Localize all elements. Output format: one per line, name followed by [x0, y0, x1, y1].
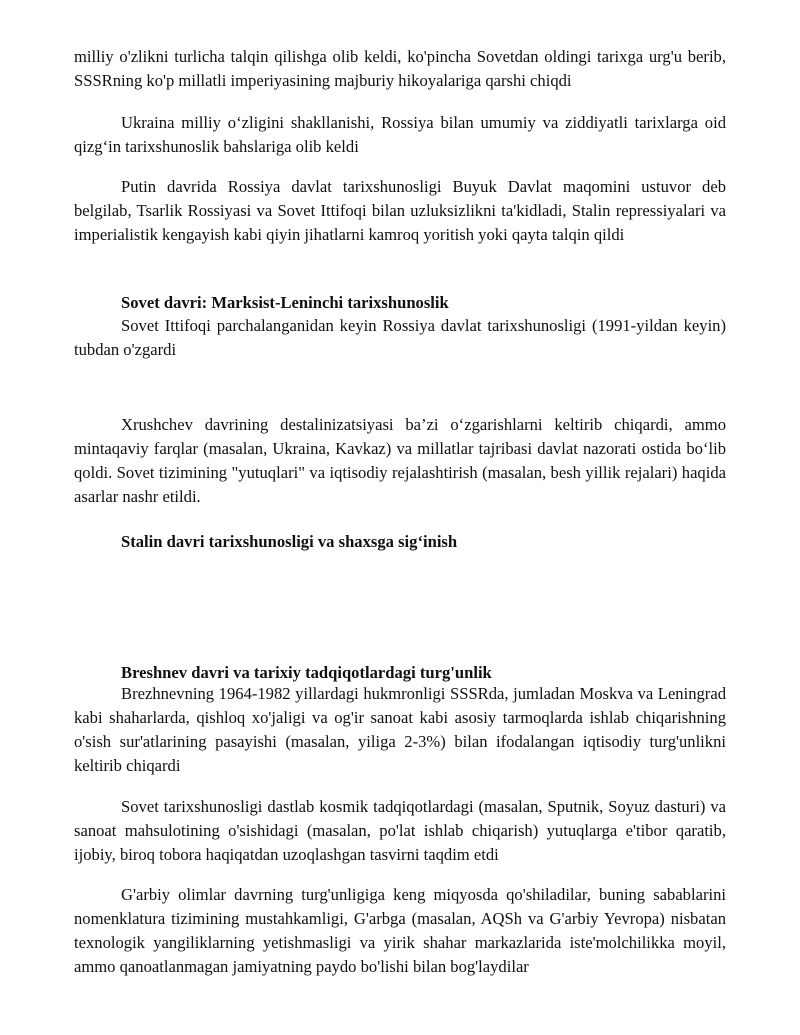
paragraph: Xrushchev davrining destalinizatsiyasi ba’zi o‘zgarishlarni keltirib chiqardi, ammo mintaqaviy farqlar (masalan, Ukraina, Kavkaz) va millatlar tajribasi davlat nazorati ostida bo‘lib qoldi. Sovet tizimining "yutuqlari" va iqtisodiy rejalashtirish (masalan, besh yillik rejalari) haqida asarlar nashr etildi. — [74, 415, 726, 506]
section-heading: Breshnev davri va tarixiy tadqiqotlardagi turg'unlik — [121, 663, 492, 682]
paragraph: Sovet tarixshunosligi dastlab kosmik tadqiqotlardagi (masalan, Sputnik, Soyuz dasturi) va sanoat mahsulotining o'sishidagi (masalan, po'lat ishlab chiqarish) yutuqlarga e'tibor qaratib, ijobiy, biroq tobora haqiqatdan uzoqlashgan tasvirni taqdim etdi — [74, 797, 726, 864]
paragraph: G'arbiy olimlar davrning turg'unligiga keng miqyosda qo'shiladilar, buning sabablarini nomenklatura tizimining mustahkamligi, G'arbga (masalan, AQSh va G'arbiy Yevropa) nisbatan texnologik yangiliklarning yetishmasligi va yirik shahar markazlarida iste'molchilikka moyil, ammo qanoatlanmagan jamiyatning paydo bo'lishi bilan bog'laydilar — [74, 885, 726, 976]
paragraph: milliy o'zlikni turlicha talqin qilishga olib keldi, ko'pincha Sovetdan oldingi tarixga urg'u berib, SSSRning ko'p millatli imperiyasining majburiy hikoyalariga qarshi chiqdi — [74, 47, 726, 90]
paragraph: Ukraina milliy o‘zligini shakllanishi, Rossiya bilan umumiy va ziddiyatli tarixlarga oid qizg‘in tarixshunoslik bahslariga olib keldi — [74, 113, 726, 156]
section-heading: Stalin davri tarixshunosligi va shaxsga sig‘inish — [121, 532, 458, 551]
paragraph: Putin davrida Rossiya davlat tarixshunosligi Buyuk Davlat maqomini ustuvor deb belgilab, Tsarlik Rossiyasi va Sovet Ittifoqi bilan uzluksizlikni ta'kidladi, Stalin repressiyalari va imperialistik kengayish kabi qiyin jihatlarni kamroq yoritish yoki qayta talqin qildi — [74, 177, 726, 244]
paragraph: Sovet Ittifoqi parchalanganidan keyin Rossiya davlat tarixshunosligi (1991-yildan keyin) tubdan o'zgardi — [74, 316, 726, 359]
paragraph: Brezhnevning 1964-1982 yillardagi hukmronligi SSSRda, jumladan Moskva va Leningrad kabi shaharlarda, qishloq xo'jaligi va og'ir sanoat kabi asosiy tarmoqlarda ishlab chiqarishning o'sish sur'atlarining pasayishi (masalan, yiliga 2-3%) bilan ifodalangan iqtisodiy turg'unlikni keltirib chiqardi — [74, 684, 726, 775]
section-heading: Sovet davri: Marksist-Leninchi tarixshunoslik — [121, 293, 449, 312]
